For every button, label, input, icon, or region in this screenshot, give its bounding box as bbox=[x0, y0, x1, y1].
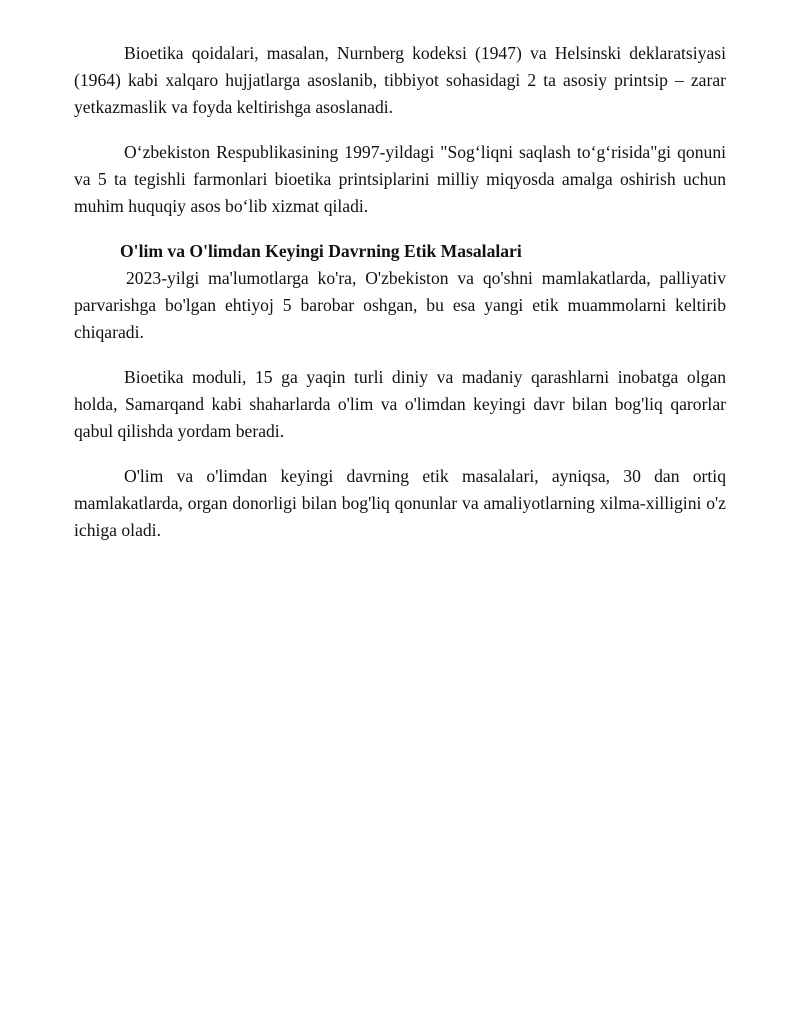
paragraph-spacer bbox=[74, 220, 726, 238]
paragraph-palliative-care: 2023-yilgi ma'lumotlarga ko'ra, O'zbekiston va qo'shni mamlakatlarda, palliyativ parvarishga bo'lgan ehtiyoj 5 barobar oshgan, bu esa yangi etik muammolarni keltirib chiqaradi. bbox=[74, 268, 726, 342]
paragraph-spacer bbox=[74, 121, 726, 139]
paragraph-uzbekistan-law: O‘zbekiston Respublikasining 1997-yildagi "Sog‘liqni saqlash to‘g‘risida"gi qonuni va 5 ta tegishli farmonlari bioetika printsiplarini milliy miqyosda amalga oshirish uchun muhim huquqiy asos bo‘lib xizmat qiladi. bbox=[74, 142, 726, 216]
section-heading: O'lim va O'limdan Keyingi Davrning Etik Masalalari bbox=[120, 241, 522, 261]
paragraph-spacer bbox=[74, 445, 726, 463]
document-page bbox=[74, 40, 726, 544]
paragraph-bioethics-module: Bioetika moduli, 15 ga yaqin turli diniy va madaniy qarashlarni inobatga olgan holda, Samarqand kabi shaharlarda o'lim va o'limdan keyingi davr bilan bog'liq qarorlar qabul qilishda yordam beradi. bbox=[74, 367, 726, 441]
paragraph-organ-donation: O'lim va o'limdan keyingi davrning etik masalalari, ayniqsa, 30 dan ortiq mamlakatlarda, organ donorligi bilan bog'liq qonunlar va amaliyotlarning xilma-xilligini o'z ichiga oladi. bbox=[74, 466, 726, 540]
paragraph-spacer bbox=[74, 346, 726, 364]
paragraph-bioethics-principles: Bioetika qoidalari, masalan, Nurnberg kodeksi (1947) va Helsinski deklaratsiyasi (1964) kabi xalqaro hujjatlarga asoslanib, tibbiyot sohasidagi 2 ta asosiy printsip – zarar yetkazmaslik va foyda keltirishga asoslanadi. bbox=[74, 43, 726, 117]
